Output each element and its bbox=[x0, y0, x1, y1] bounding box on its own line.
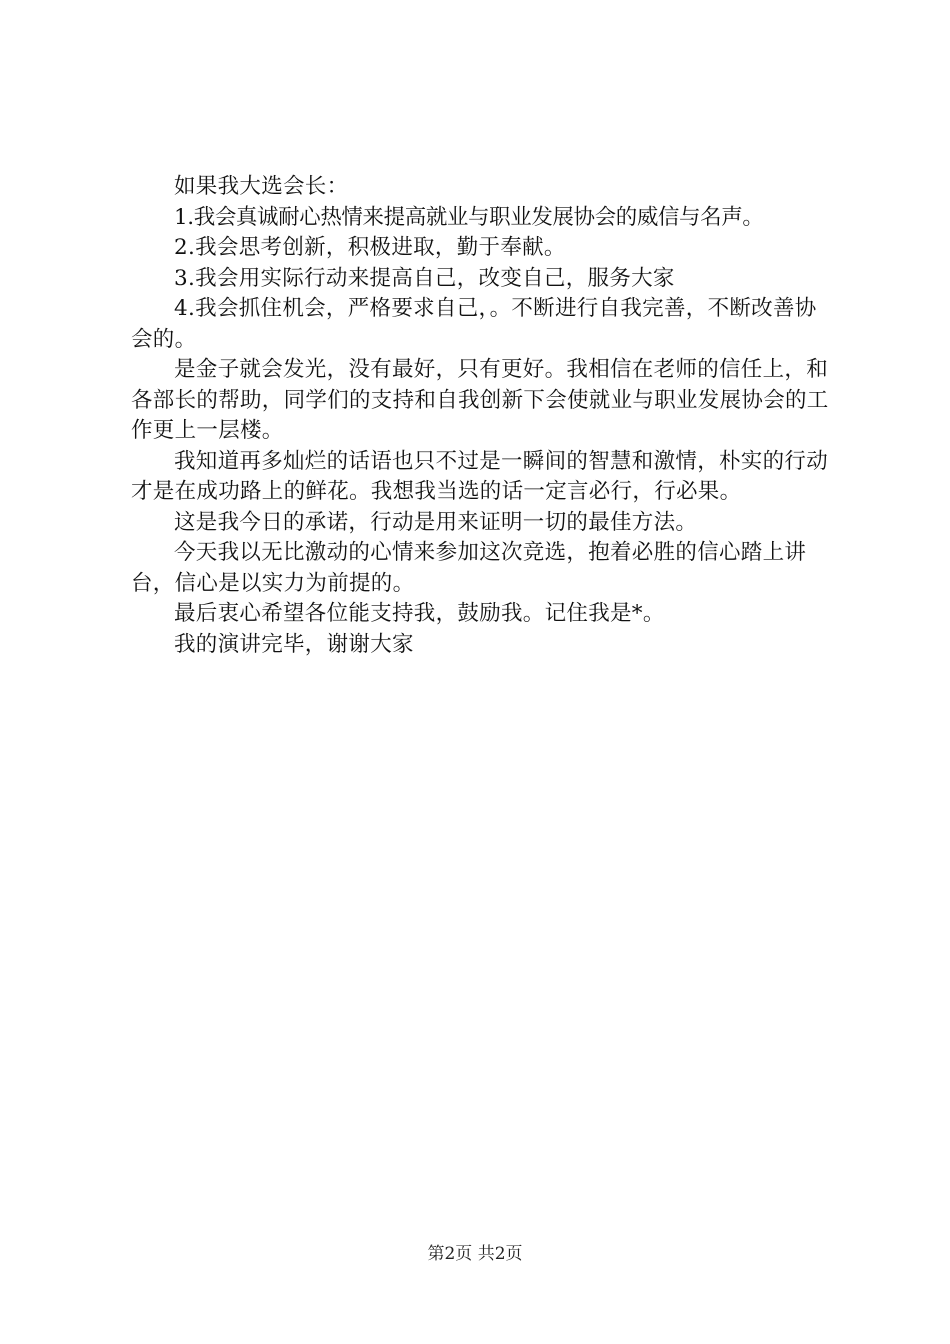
paragraph-point-2: 2.我会思考创新，积极进取，勤于奉献。 bbox=[174, 235, 566, 260]
paragraph-closing: 最后衷心希望各位能支持我，鼓励我。记住我是*。 bbox=[174, 601, 665, 626]
document-body bbox=[131, 172, 831, 660]
paragraph-opening: 如果我大选会长： bbox=[174, 174, 349, 199]
paragraph-point-4: 4.我会抓住机会，严格要求自己，。不断进行自我完善，不断改善协会的。 bbox=[131, 296, 817, 352]
paragraph-point-1: 1.我会真诚耐心热情来提高就业与职业发展协会的威信与名声。 bbox=[174, 204, 764, 230]
paragraph-thanks: 我的演讲完毕，谢谢大家 bbox=[174, 631, 414, 657]
paragraph-gold: 是金子就会发光，没有最好，只有更好。我相信在老师的信任上，和各部长的帮助，同学们的支持和自我创新下会使就业与职业发展协会的工作更上一层楼。 bbox=[131, 357, 829, 443]
paragraph-action: 我知道再多灿烂的话语也只不过是一瞬间的智慧和激情，朴实的行动才是在成功路上的鲜花。我想我当选的话一定言必行，行必果。 bbox=[131, 448, 829, 504]
page-footer: 第2页 共2页 bbox=[427, 1244, 523, 1264]
paragraph-today: 今天我以无比激动的心情来参加这次竞选，抱着必胜的信心踏上讲台，信心是以实力为前提的。 bbox=[131, 540, 807, 596]
paragraph-point-3: 3.我会用实际行动来提高自己，改变自己，服务大家 bbox=[174, 265, 675, 291]
paragraph-promise: 这是我今日的承诺，行动是用来证明一切的最佳方法。 bbox=[174, 509, 698, 535]
